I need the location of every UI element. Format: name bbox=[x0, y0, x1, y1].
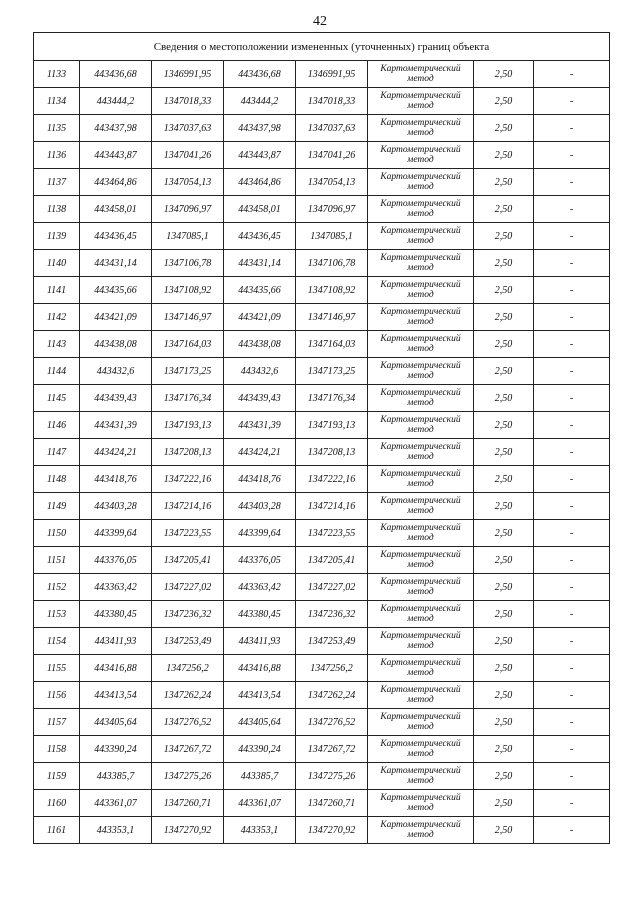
cell-point-number: 1144 bbox=[34, 358, 80, 385]
cell-y-existing: 1347018,33 bbox=[152, 88, 224, 115]
cell-method: Картометрический метод bbox=[368, 304, 474, 331]
cell-note: - bbox=[534, 655, 610, 682]
cell-method: Картометрический метод bbox=[368, 385, 474, 412]
cell-y-new: 1347267,72 bbox=[296, 736, 368, 763]
cell-y-new: 1347164,03 bbox=[296, 331, 368, 358]
cell-y-new: 1347227,02 bbox=[296, 574, 368, 601]
cell-y-new: 1347106,78 bbox=[296, 250, 368, 277]
cell-note: - bbox=[534, 115, 610, 142]
cell-accuracy: 2,50 bbox=[474, 142, 534, 169]
cell-note: - bbox=[534, 493, 610, 520]
cell-accuracy: 2,50 bbox=[474, 304, 534, 331]
cell-method: Картометрический метод bbox=[368, 88, 474, 115]
cell-x-new: 443458,01 bbox=[224, 196, 296, 223]
cell-y-new: 1347256,2 bbox=[296, 655, 368, 682]
cell-y-new: 1347108,92 bbox=[296, 277, 368, 304]
cell-note: - bbox=[534, 574, 610, 601]
cell-note: - bbox=[534, 88, 610, 115]
boundary-coordinates-table bbox=[33, 32, 610, 844]
cell-y-existing: 1347236,32 bbox=[152, 601, 224, 628]
cell-x-new: 443361,07 bbox=[224, 790, 296, 817]
cell-point-number: 1147 bbox=[34, 439, 80, 466]
cell-x-existing: 443416,88 bbox=[80, 655, 152, 682]
cell-accuracy: 2,50 bbox=[474, 628, 534, 655]
cell-y-new: 1347096,97 bbox=[296, 196, 368, 223]
cell-y-new: 1347205,41 bbox=[296, 547, 368, 574]
cell-method: Картометрический метод bbox=[368, 709, 474, 736]
table-row bbox=[34, 250, 610, 277]
cell-x-existing: 443403,28 bbox=[80, 493, 152, 520]
cell-x-new: 443413,54 bbox=[224, 682, 296, 709]
cell-x-existing: 443435,66 bbox=[80, 277, 152, 304]
table-row bbox=[34, 790, 610, 817]
cell-y-new: 1347275,26 bbox=[296, 763, 368, 790]
cell-x-new: 443437,98 bbox=[224, 115, 296, 142]
table-row bbox=[34, 574, 610, 601]
cell-x-new: 443363,42 bbox=[224, 574, 296, 601]
cell-x-existing: 443437,98 bbox=[80, 115, 152, 142]
cell-method: Картометрический метод bbox=[368, 223, 474, 250]
cell-x-new: 443436,45 bbox=[224, 223, 296, 250]
cell-x-existing: 443436,68 bbox=[80, 61, 152, 88]
cell-y-new: 1347223,55 bbox=[296, 520, 368, 547]
cell-x-existing: 443390,24 bbox=[80, 736, 152, 763]
cell-y-new: 1347041,26 bbox=[296, 142, 368, 169]
cell-x-new: 443390,24 bbox=[224, 736, 296, 763]
cell-x-existing: 443418,76 bbox=[80, 466, 152, 493]
cell-accuracy: 2,50 bbox=[474, 601, 534, 628]
cell-note: - bbox=[534, 223, 610, 250]
table-row bbox=[34, 223, 610, 250]
page-number: 42 bbox=[313, 14, 327, 29]
cell-note: - bbox=[534, 196, 610, 223]
table-row bbox=[34, 385, 610, 412]
cell-point-number: 1134 bbox=[34, 88, 80, 115]
table-row bbox=[34, 88, 610, 115]
cell-x-new: 443380,45 bbox=[224, 601, 296, 628]
cell-accuracy: 2,50 bbox=[474, 385, 534, 412]
cell-point-number: 1160 bbox=[34, 790, 80, 817]
table-row bbox=[34, 682, 610, 709]
cell-y-existing: 1347227,02 bbox=[152, 574, 224, 601]
cell-x-existing: 443353,1 bbox=[80, 817, 152, 844]
cell-y-new: 1347253,49 bbox=[296, 628, 368, 655]
cell-y-existing: 1347085,1 bbox=[152, 223, 224, 250]
cell-point-number: 1159 bbox=[34, 763, 80, 790]
cell-x-existing: 443439,43 bbox=[80, 385, 152, 412]
cell-accuracy: 2,50 bbox=[474, 547, 534, 574]
cell-y-existing: 1347041,26 bbox=[152, 142, 224, 169]
cell-y-existing: 1347270,92 bbox=[152, 817, 224, 844]
cell-y-existing: 1347205,41 bbox=[152, 547, 224, 574]
cell-x-existing: 443376,05 bbox=[80, 547, 152, 574]
cell-x-existing: 443413,54 bbox=[80, 682, 152, 709]
cell-y-existing: 1347173,25 bbox=[152, 358, 224, 385]
cell-y-new: 1347222,16 bbox=[296, 466, 368, 493]
cell-y-new: 1347262,24 bbox=[296, 682, 368, 709]
cell-y-existing: 1347267,72 bbox=[152, 736, 224, 763]
cell-y-new: 1347214,16 bbox=[296, 493, 368, 520]
table-row bbox=[34, 736, 610, 763]
cell-y-new: 1347037,63 bbox=[296, 115, 368, 142]
cell-x-existing: 443458,01 bbox=[80, 196, 152, 223]
table-row bbox=[34, 601, 610, 628]
cell-accuracy: 2,50 bbox=[474, 196, 534, 223]
cell-y-existing: 1347037,63 bbox=[152, 115, 224, 142]
cell-x-existing: 443436,45 bbox=[80, 223, 152, 250]
cell-note: - bbox=[534, 790, 610, 817]
cell-note: - bbox=[534, 601, 610, 628]
cell-y-existing: 1347164,03 bbox=[152, 331, 224, 358]
cell-x-existing: 443432,6 bbox=[80, 358, 152, 385]
cell-note: - bbox=[534, 763, 610, 790]
cell-point-number: 1161 bbox=[34, 817, 80, 844]
table-row bbox=[34, 493, 610, 520]
cell-y-new: 1347260,71 bbox=[296, 790, 368, 817]
cell-method: Картометрический метод bbox=[368, 169, 474, 196]
cell-note: - bbox=[534, 358, 610, 385]
cell-x-new: 443432,6 bbox=[224, 358, 296, 385]
cell-point-number: 1135 bbox=[34, 115, 80, 142]
cell-x-existing: 443421,09 bbox=[80, 304, 152, 331]
cell-method: Картометрический метод bbox=[368, 520, 474, 547]
cell-x-existing: 443438,08 bbox=[80, 331, 152, 358]
cell-x-existing: 443424,21 bbox=[80, 439, 152, 466]
cell-note: - bbox=[534, 439, 610, 466]
cell-note: - bbox=[534, 709, 610, 736]
cell-y-existing: 1346991,95 bbox=[152, 61, 224, 88]
cell-y-new: 1347208,13 bbox=[296, 439, 368, 466]
cell-point-number: 1155 bbox=[34, 655, 80, 682]
cell-note: - bbox=[534, 412, 610, 439]
cell-point-number: 1139 bbox=[34, 223, 80, 250]
cell-method: Картометрический метод bbox=[368, 682, 474, 709]
cell-x-existing: 443363,42 bbox=[80, 574, 152, 601]
cell-method: Картометрический метод bbox=[368, 250, 474, 277]
cell-x-new: 443353,1 bbox=[224, 817, 296, 844]
cell-note: - bbox=[534, 628, 610, 655]
cell-note: - bbox=[534, 520, 610, 547]
cell-x-existing: 443431,14 bbox=[80, 250, 152, 277]
cell-x-new: 443411,93 bbox=[224, 628, 296, 655]
cell-y-existing: 1347222,16 bbox=[152, 466, 224, 493]
cell-point-number: 1153 bbox=[34, 601, 80, 628]
cell-y-existing: 1347253,49 bbox=[152, 628, 224, 655]
cell-y-existing: 1347276,52 bbox=[152, 709, 224, 736]
cell-note: - bbox=[534, 466, 610, 493]
cell-x-new: 443421,09 bbox=[224, 304, 296, 331]
table-row bbox=[34, 304, 610, 331]
cell-accuracy: 2,50 bbox=[474, 682, 534, 709]
cell-accuracy: 2,50 bbox=[474, 520, 534, 547]
cell-x-new: 443431,14 bbox=[224, 250, 296, 277]
cell-y-new: 1347173,25 bbox=[296, 358, 368, 385]
cell-x-new: 443438,08 bbox=[224, 331, 296, 358]
cell-x-new: 443439,43 bbox=[224, 385, 296, 412]
cell-y-new: 1347193,13 bbox=[296, 412, 368, 439]
cell-x-new: 443403,28 bbox=[224, 493, 296, 520]
cell-accuracy: 2,50 bbox=[474, 655, 534, 682]
cell-y-existing: 1347260,71 bbox=[152, 790, 224, 817]
cell-method: Картометрический метод bbox=[368, 547, 474, 574]
cell-accuracy: 2,50 bbox=[474, 736, 534, 763]
cell-method: Картометрический метод bbox=[368, 601, 474, 628]
table-row bbox=[34, 277, 610, 304]
cell-method: Картометрический метод bbox=[368, 763, 474, 790]
cell-note: - bbox=[534, 736, 610, 763]
cell-method: Картометрический метод bbox=[368, 466, 474, 493]
cell-x-new: 443418,76 bbox=[224, 466, 296, 493]
cell-accuracy: 2,50 bbox=[474, 115, 534, 142]
cell-point-number: 1145 bbox=[34, 385, 80, 412]
cell-y-existing: 1347262,24 bbox=[152, 682, 224, 709]
cell-y-new: 1347054,13 bbox=[296, 169, 368, 196]
table-row bbox=[34, 628, 610, 655]
cell-note: - bbox=[534, 304, 610, 331]
cell-point-number: 1142 bbox=[34, 304, 80, 331]
cell-method: Картометрический метод bbox=[368, 412, 474, 439]
cell-x-existing: 443380,45 bbox=[80, 601, 152, 628]
cell-method: Картометрический метод bbox=[368, 358, 474, 385]
cell-y-existing: 1347176,34 bbox=[152, 385, 224, 412]
cell-accuracy: 2,50 bbox=[474, 763, 534, 790]
table-row bbox=[34, 412, 610, 439]
cell-y-new: 1347276,52 bbox=[296, 709, 368, 736]
cell-note: - bbox=[534, 142, 610, 169]
cell-accuracy: 2,50 bbox=[474, 277, 534, 304]
cell-x-new: 443436,68 bbox=[224, 61, 296, 88]
cell-accuracy: 2,50 bbox=[474, 574, 534, 601]
cell-method: Картометрический метод bbox=[368, 790, 474, 817]
table-row bbox=[34, 466, 610, 493]
cell-accuracy: 2,50 bbox=[474, 412, 534, 439]
cell-method: Картометрический метод bbox=[368, 331, 474, 358]
cell-method: Картометрический метод bbox=[368, 493, 474, 520]
cell-method: Картометрический метод bbox=[368, 142, 474, 169]
cell-accuracy: 2,50 bbox=[474, 493, 534, 520]
cell-x-existing: 443411,93 bbox=[80, 628, 152, 655]
cell-y-new: 1347018,33 bbox=[296, 88, 368, 115]
cell-point-number: 1151 bbox=[34, 547, 80, 574]
cell-method: Картометрический метод bbox=[368, 628, 474, 655]
cell-note: - bbox=[534, 682, 610, 709]
cell-method: Картометрический метод bbox=[368, 196, 474, 223]
cell-y-new: 1346991,95 bbox=[296, 61, 368, 88]
cell-note: - bbox=[534, 385, 610, 412]
cell-x-new: 443444,2 bbox=[224, 88, 296, 115]
cell-note: - bbox=[534, 61, 610, 88]
table-row bbox=[34, 709, 610, 736]
table-row bbox=[34, 196, 610, 223]
cell-accuracy: 2,50 bbox=[474, 331, 534, 358]
cell-point-number: 1152 bbox=[34, 574, 80, 601]
table-row bbox=[34, 439, 610, 466]
cell-method: Картометрический метод bbox=[368, 439, 474, 466]
cell-x-new: 443464,86 bbox=[224, 169, 296, 196]
cell-y-new: 1347176,34 bbox=[296, 385, 368, 412]
cell-point-number: 1158 bbox=[34, 736, 80, 763]
cell-accuracy: 2,50 bbox=[474, 817, 534, 844]
cell-point-number: 1136 bbox=[34, 142, 80, 169]
cell-x-existing: 443443,87 bbox=[80, 142, 152, 169]
cell-accuracy: 2,50 bbox=[474, 88, 534, 115]
table-row bbox=[34, 169, 610, 196]
cell-y-new: 1347085,1 bbox=[296, 223, 368, 250]
cell-point-number: 1138 bbox=[34, 196, 80, 223]
cell-note: - bbox=[534, 547, 610, 574]
cell-point-number: 1140 bbox=[34, 250, 80, 277]
cell-x-new: 443424,21 bbox=[224, 439, 296, 466]
cell-y-existing: 1347096,97 bbox=[152, 196, 224, 223]
cell-method: Картометрический метод bbox=[368, 277, 474, 304]
cell-x-existing: 443464,86 bbox=[80, 169, 152, 196]
cell-accuracy: 2,50 bbox=[474, 250, 534, 277]
cell-x-existing: 443431,39 bbox=[80, 412, 152, 439]
cell-x-existing: 443385,7 bbox=[80, 763, 152, 790]
cell-point-number: 1143 bbox=[34, 331, 80, 358]
cell-x-new: 443405,64 bbox=[224, 709, 296, 736]
cell-x-new: 443416,88 bbox=[224, 655, 296, 682]
table-row bbox=[34, 115, 610, 142]
cell-point-number: 1137 bbox=[34, 169, 80, 196]
cell-accuracy: 2,50 bbox=[474, 61, 534, 88]
cell-accuracy: 2,50 bbox=[474, 223, 534, 250]
table-row bbox=[34, 547, 610, 574]
cell-y-new: 1347146,97 bbox=[296, 304, 368, 331]
cell-method: Картометрический метод bbox=[368, 817, 474, 844]
cell-method: Картометрический метод bbox=[368, 115, 474, 142]
cell-note: - bbox=[534, 169, 610, 196]
cell-note: - bbox=[534, 277, 610, 304]
table-row bbox=[34, 358, 610, 385]
table-row bbox=[34, 331, 610, 358]
table-title: Сведения о местоположении измененных (уточненных) границ объекта bbox=[34, 33, 610, 61]
cell-x-new: 443376,05 bbox=[224, 547, 296, 574]
cell-accuracy: 2,50 bbox=[474, 169, 534, 196]
cell-point-number: 1157 bbox=[34, 709, 80, 736]
cell-method: Картометрический метод bbox=[368, 736, 474, 763]
cell-x-new: 443385,7 bbox=[224, 763, 296, 790]
cell-y-existing: 1347223,55 bbox=[152, 520, 224, 547]
cell-note: - bbox=[534, 250, 610, 277]
cell-y-existing: 1347054,13 bbox=[152, 169, 224, 196]
cell-point-number: 1154 bbox=[34, 628, 80, 655]
cell-y-existing: 1347214,16 bbox=[152, 493, 224, 520]
cell-y-existing: 1347275,26 bbox=[152, 763, 224, 790]
cell-point-number: 1149 bbox=[34, 493, 80, 520]
cell-x-new: 443435,66 bbox=[224, 277, 296, 304]
cell-point-number: 1156 bbox=[34, 682, 80, 709]
cell-method: Картометрический метод bbox=[368, 61, 474, 88]
cell-accuracy: 2,50 bbox=[474, 439, 534, 466]
cell-y-new: 1347270,92 bbox=[296, 817, 368, 844]
table-row bbox=[34, 61, 610, 88]
cell-x-existing: 443399,64 bbox=[80, 520, 152, 547]
cell-y-existing: 1347256,2 bbox=[152, 655, 224, 682]
cell-accuracy: 2,50 bbox=[474, 709, 534, 736]
cell-y-existing: 1347106,78 bbox=[152, 250, 224, 277]
cell-x-new: 443443,87 bbox=[224, 142, 296, 169]
cell-y-existing: 1347208,13 bbox=[152, 439, 224, 466]
cell-y-existing: 1347108,92 bbox=[152, 277, 224, 304]
cell-point-number: 1150 bbox=[34, 520, 80, 547]
cell-accuracy: 2,50 bbox=[474, 466, 534, 493]
table-row bbox=[34, 520, 610, 547]
cell-point-number: 1148 bbox=[34, 466, 80, 493]
cell-x-existing: 443444,2 bbox=[80, 88, 152, 115]
table-row bbox=[34, 142, 610, 169]
cell-y-new: 1347236,32 bbox=[296, 601, 368, 628]
cell-method: Картометрический метод bbox=[368, 574, 474, 601]
cell-point-number: 1141 bbox=[34, 277, 80, 304]
cell-x-existing: 443405,64 bbox=[80, 709, 152, 736]
cell-accuracy: 2,50 bbox=[474, 790, 534, 817]
table-row bbox=[34, 817, 610, 844]
table-row bbox=[34, 655, 610, 682]
cell-y-existing: 1347193,13 bbox=[152, 412, 224, 439]
cell-y-existing: 1347146,97 bbox=[152, 304, 224, 331]
cell-note: - bbox=[534, 817, 610, 844]
cell-x-new: 443431,39 bbox=[224, 412, 296, 439]
cell-x-existing: 443361,07 bbox=[80, 790, 152, 817]
cell-accuracy: 2,50 bbox=[474, 358, 534, 385]
cell-point-number: 1133 bbox=[34, 61, 80, 88]
table-row bbox=[34, 763, 610, 790]
cell-point-number: 1146 bbox=[34, 412, 80, 439]
cell-method: Картометрический метод bbox=[368, 655, 474, 682]
cell-note: - bbox=[534, 331, 610, 358]
cell-x-new: 443399,64 bbox=[224, 520, 296, 547]
table-title-row bbox=[34, 33, 610, 61]
